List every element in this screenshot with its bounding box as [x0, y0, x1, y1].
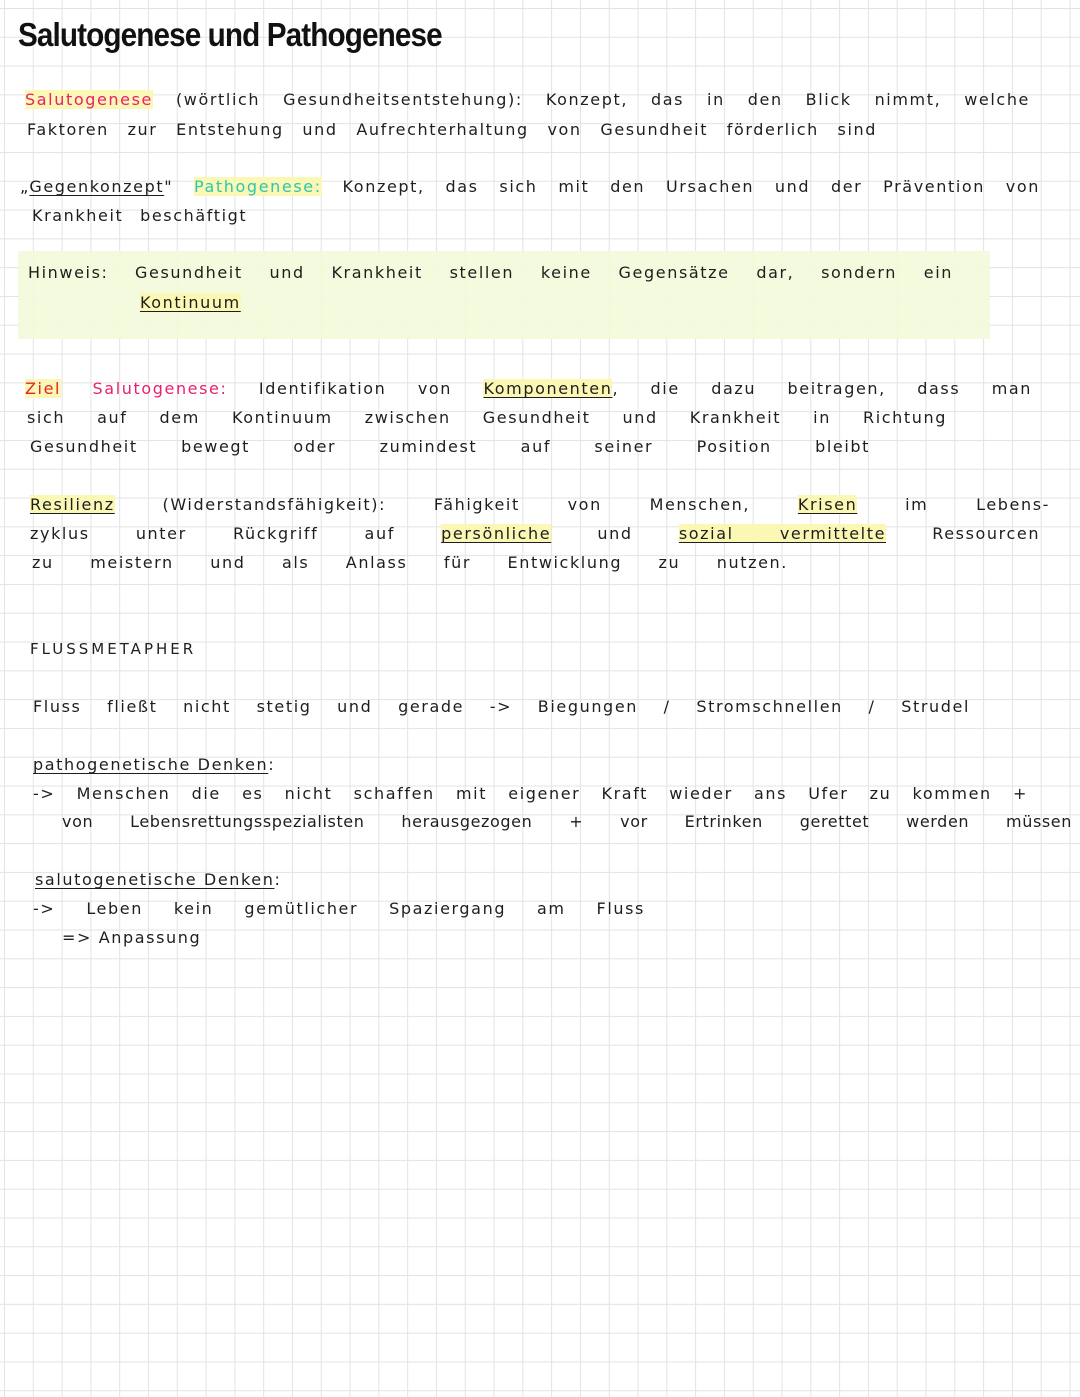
komponenten-term: Komponenten: [483, 379, 613, 398]
gegenkonzept-term: Gegenkonzept: [29, 177, 165, 196]
resilienz-text-e: Ressourcen: [932, 524, 1041, 543]
persoenliche-term: persönliche: [441, 524, 552, 543]
krisen-term: Krisen: [797, 495, 858, 514]
patho-denken-title: pathogenetische Denken: [33, 755, 269, 774]
saluto-denken-line-2: => Anpassung: [62, 928, 202, 947]
patho-denken-line-1: -> Menschen die es nicht schaffen mit eigener Kraft wieder ans Ufer zu kommen +: [33, 784, 1028, 803]
kontinuum-term: Kontinuum: [140, 293, 241, 312]
ziel-text-a: Identifikation von: [258, 379, 453, 398]
resilienz-line-2: [30, 523, 1040, 545]
colon: :: [274, 870, 282, 889]
salutogenese-line-2: Faktoren zur Entstehung und Aufrechterhaltung von Gesundheit förderlich sind: [27, 120, 878, 139]
salutogenese-definition: (wörtlich Gesundheitsentstehung): Konzept, das in den Blick nimmt, welche: [175, 90, 1031, 109]
quote-close: ": [164, 177, 174, 196]
resilienz-line-3: zu meistern und als Anlass für Entwicklung zu nutzen.: [32, 553, 788, 572]
salutogenese-line-1: [25, 89, 1030, 111]
hinweis-line-1: Gesundheit und Krankheit stellen keine Gegensätze dar, sondern ein: [135, 263, 953, 282]
flussmetapher-heading: FLUSSMETAPHER: [30, 640, 197, 658]
resilienz-text-d: und: [597, 524, 633, 543]
resilienz-text-a: (Widerstandsfähigkeit): Fähigkeit von Menschen,: [162, 495, 751, 514]
pathogenese-definition: Konzept, das sich mit den Ursachen und der Prävention von: [342, 177, 1041, 196]
ziel-line-1: [25, 378, 1032, 400]
hinweis-line-2: [140, 292, 241, 314]
colon: :: [268, 755, 276, 774]
resilienz-line-1: [30, 494, 1050, 516]
pathogenese-line-1: [20, 176, 1040, 198]
hinweis-label: Hinweis:: [28, 263, 109, 282]
salutogenese-term: Salutogenese: [25, 90, 153, 109]
ziel-line-3: Gesundheit bewegt oder zumindest auf seiner Position bleibt: [30, 437, 870, 456]
patho-denken-line-2: von Lebensrettungsspezialisten herausgezogen + vor Ertrinken gerettet werden müssen: [62, 812, 1072, 831]
saluto-denken-heading: [35, 869, 281, 891]
flussmetapher-line-1: Fluss fließt nicht stetig und gerade -> Biegungen / Stromschnellen / Strudel: [33, 697, 970, 716]
pathogenese-term: Pathogenese:: [194, 177, 322, 196]
ziel-salutogenese-term: Salutogenese:: [92, 379, 228, 398]
ziel-text-b: , die dazu beitragen, dass man: [612, 379, 1033, 398]
quote-open: „: [20, 177, 30, 196]
patho-denken-heading: [33, 754, 275, 776]
ziel-line-2: sich auf dem Kontinuum zwischen Gesundheit und Krankheit in Richtung: [27, 408, 947, 427]
pathogenese-line-2: Krankheit beschäftigt: [32, 206, 248, 225]
saluto-denken-title: salutogenetische Denken: [35, 870, 275, 889]
resilienz-text-b: im Lebens-: [905, 495, 1051, 514]
ziel-label: Ziel: [25, 379, 62, 398]
page-title: Salutogenese und Pathogenese: [18, 16, 442, 53]
sozial-vermittelte-term: sozial vermittelte: [678, 524, 887, 543]
resilienz-term: Resilienz: [30, 495, 115, 514]
saluto-denken-line-1: -> Leben kein gemütlicher Spaziergang am Fluss: [33, 899, 645, 918]
resilienz-text-c: zyklus unter Rückgriff auf: [30, 524, 395, 543]
